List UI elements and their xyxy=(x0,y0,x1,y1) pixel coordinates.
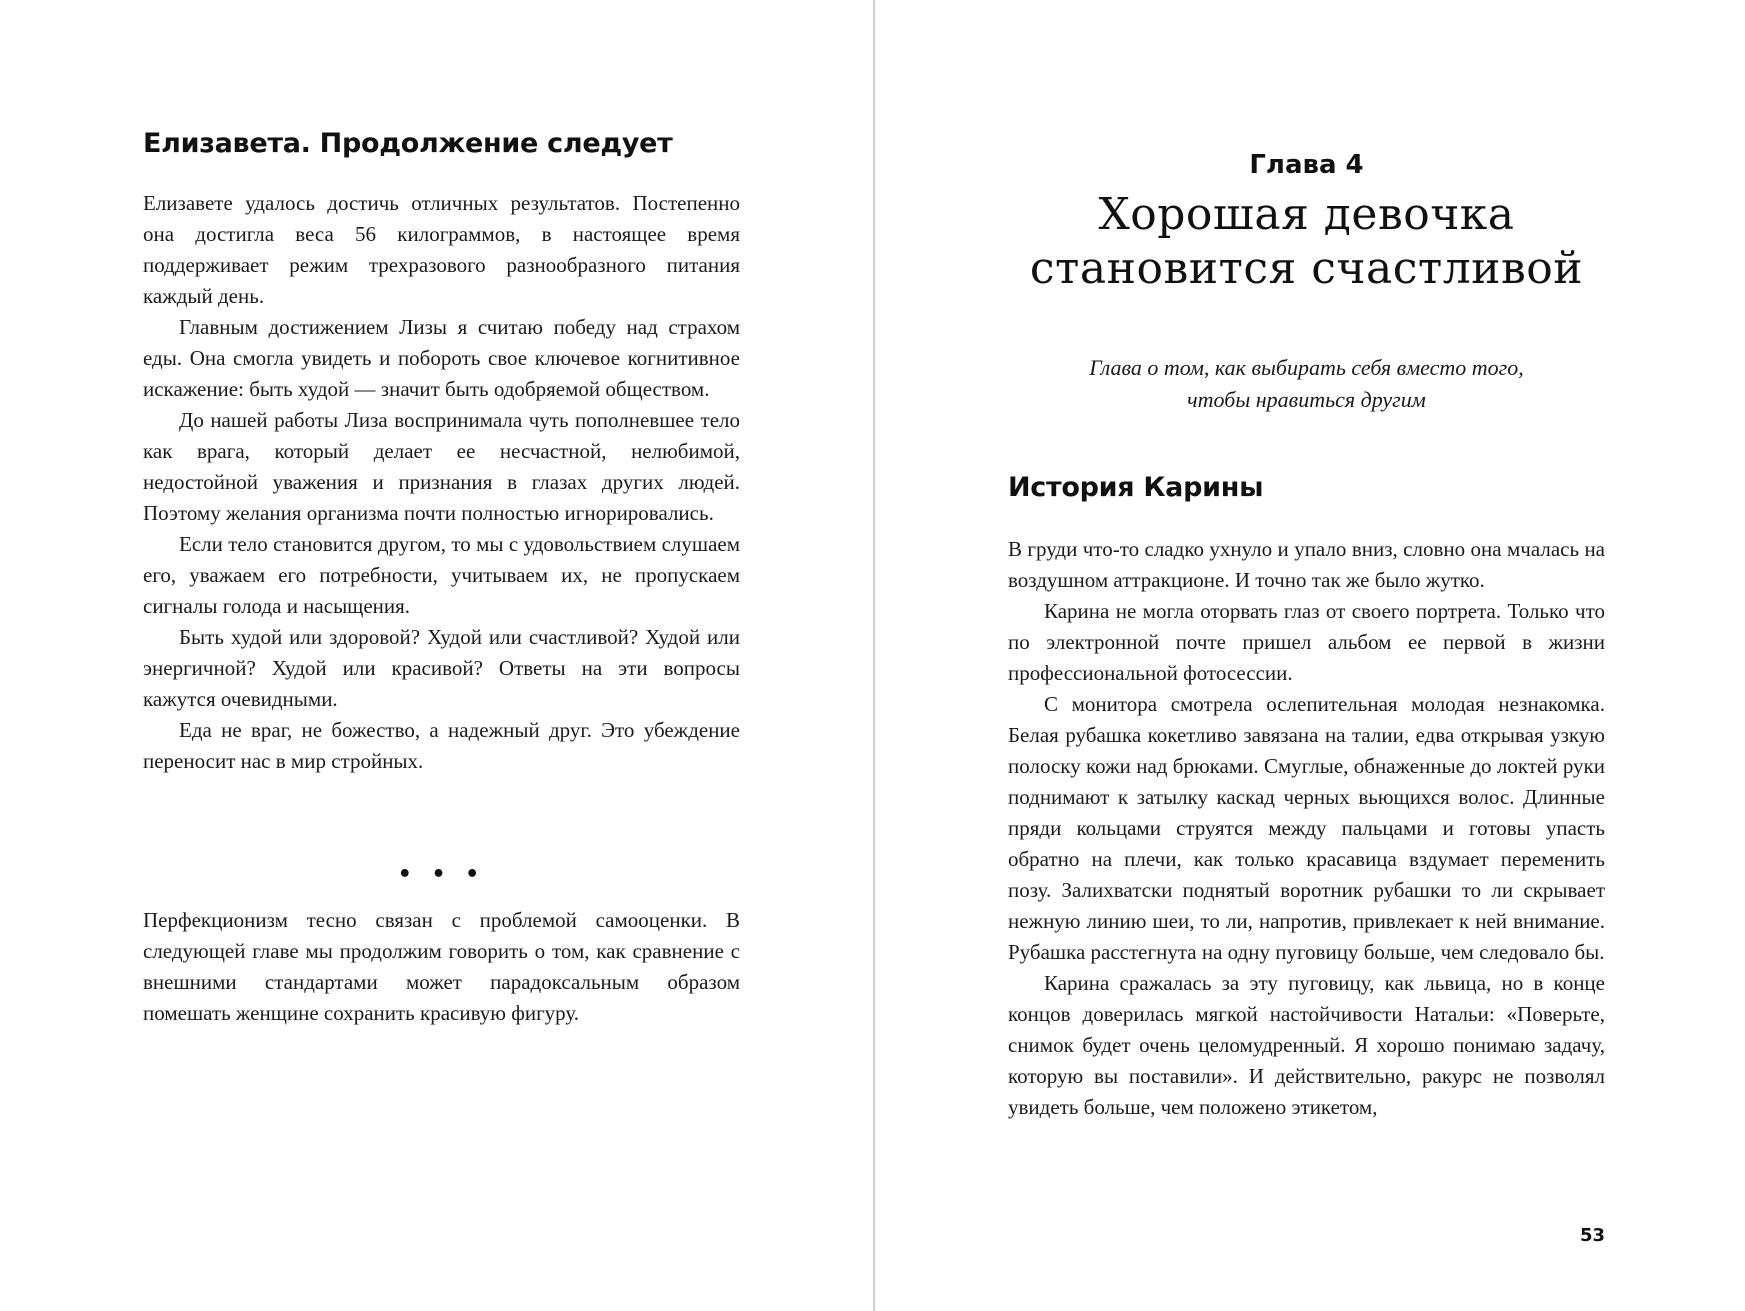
chapter-subtitle-line: чтобы нравиться другим xyxy=(1187,387,1426,412)
left-paragraph: Еда не враг, не божество, а надежный друг. Это убеждение переносит нас в мир стройных. xyxy=(143,718,740,773)
left-paragraph: Быть худой или здоровой? Худой или счастливой? Худой или энергичной? Худой или красивой? Ответы на эти вопросы кажутся очевидными. xyxy=(143,625,740,711)
left-page xyxy=(143,0,740,1311)
left-closing-paragraph: Перфекционизм тесно связан с проблемой самооценки. В следующей главе мы продолжим говорить о том, как сравнение с внешними стандартами может парадоксальным образом помешать женщине сохранить красивую фигуру. xyxy=(143,908,740,1025)
right-body-text xyxy=(1008,534,1605,1123)
right-page xyxy=(1008,0,1605,1311)
chapter-title xyxy=(1008,188,1605,296)
right-paragraph: С монитора смотрела ослепительная молодая незнакомка. Белая рубашка кокетливо завязана на талии, едва открывая узкую полоску кожи над брюками. Смуглые, обнаженные до локтей руки поднимают к затылку каскад черных вьющихся волос. Длинные пряди кольцами струятся между пальцами и готовы упасть обратно на плечи, как только красавица вздумает переменить позу. Залихватски поднятый воротник рубашки то ли скрывает нежную линию шеи, то ли, напротив, привлекает к ней внимание. Рубашка расстегнута на одну пуговицу больше, чем следовало бы. xyxy=(1008,692,1605,964)
right-paragraph: В груди что-то сладко ухнуло и упало вниз, словно она мчалась на воздушном аттракционе. И точно так же было жутко. xyxy=(1008,537,1605,592)
chapter-title-line: Хорошая девочка xyxy=(1098,189,1515,240)
right-section-title: История Карины xyxy=(1008,472,1264,503)
left-closing-text xyxy=(143,905,740,1029)
left-paragraph: Если тело становится другом, то мы с удовольствием слушаем его, уважаем его потребности, учитываем их, не пропускаем сигналы голода и насыщения. xyxy=(143,532,740,618)
left-body-text xyxy=(143,188,740,777)
chapter-title-line: становится счастливой xyxy=(1029,243,1584,294)
page-number: 53 xyxy=(1579,1225,1605,1246)
right-paragraph: Карина сражалась за эту пуговицу, как львица, но в конце концов доверилась мягкой настойчивости Натальи: «Поверьте, снимок будет очень целомудренный. Я хорошо понимаю задачу, которую вы поставили». И действительно, ракурс не позволял увидеть больше, чем положено этикетом, xyxy=(1008,971,1605,1119)
left-paragraph: Главным достижением Лизы я считаю победу над страхом еды. Она смогла увидеть и побороть свое ключевое когнитивное искажение: быть худой — значит быть одобряемой обществом. xyxy=(143,315,740,401)
section-separator: • • • xyxy=(397,862,486,887)
chapter-label: Глава 4 xyxy=(1249,150,1364,180)
chapter-subtitle-line: Глава о том, как выбирать себя вместо того, xyxy=(1089,355,1524,380)
left-section-title: Елизавета. Продолжение следует xyxy=(143,128,673,159)
right-paragraph: Карина не могла оторвать глаз от своего портрета. Только что по электронной почте пришел альбом ее первой в жизни профессиональной фотосессии. xyxy=(1008,599,1605,685)
left-paragraph: Елизавете удалось достичь отличных результатов. Постепенно она достигла веса 56 килограммов, в настоящее время поддерживает режим трехразового разнообразного питания каждый день. xyxy=(143,191,740,308)
left-paragraph: До нашей работы Лиза воспринимала чуть пополневшее тело как врага, который делает ее несчастной, нелюбимой, недостойной уважения и признания в глазах других людей. Поэтому желания организма почти полностью игнорировались. xyxy=(143,408,740,525)
chapter-subtitle xyxy=(1008,352,1605,416)
book-gutter xyxy=(873,0,875,1311)
